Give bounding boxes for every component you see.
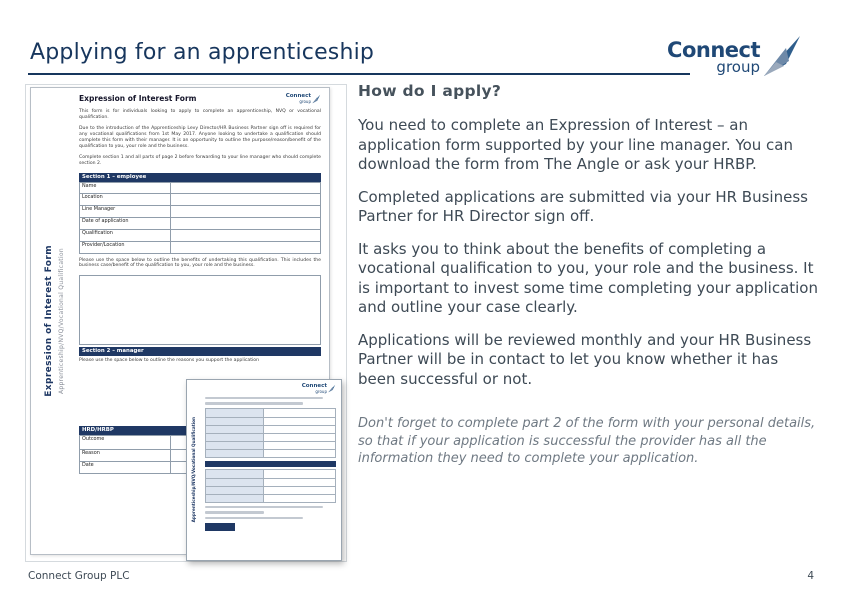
form2-sidebar-text: Apprenticeship/NVQ/Vocational Qualification: [191, 417, 196, 523]
field-label: Reason: [80, 450, 171, 461]
form1-logo-subname: group: [299, 98, 311, 104]
field-value-cell: [171, 230, 320, 241]
form1-hrd-bar: HRD/HRBP: [79, 426, 321, 435]
form-preview-panel: [25, 84, 347, 562]
field-label: Name: [80, 183, 171, 193]
form1-section2-bar: Section 2 – manager: [79, 347, 321, 356]
logo-name: Connect: [667, 38, 760, 62]
table-row: [79, 242, 321, 254]
form2-textline: [205, 511, 264, 514]
form2-secondary-table: [205, 469, 336, 503]
page-title: Applying for an apprenticeship: [30, 40, 375, 65]
footer-company-name: Connect Group PLC: [28, 570, 130, 582]
form2-footer-block: [205, 523, 235, 531]
table-row: [79, 218, 321, 230]
form2-body: [200, 380, 341, 560]
field-value-cell: [171, 242, 320, 253]
page-number: 4: [807, 570, 814, 582]
slide-body-content: [358, 82, 818, 468]
body-paragraph: Applications will be reviewed monthly and your HR Business Partner will be in contact to let you know whether it has been successful or not.: [358, 330, 812, 388]
field-label: Date of application: [80, 218, 171, 229]
field-label: Date: [80, 462, 171, 473]
form1-header: [79, 94, 321, 104]
form2-section-bar: [205, 461, 336, 467]
logo-arrow-icon: [762, 34, 804, 82]
form1-benefits-textbox: [79, 275, 321, 345]
body-paragraph: It asks you to think about the benefits of completing a vocational qualification to you, your role and the business. It is important to invest some time completing your application and outline your case clearly.: [358, 239, 818, 316]
field-value-cell: [171, 206, 320, 217]
form1-logo-name: Connect: [285, 93, 311, 99]
form1-sidebar-subtitle: Apprenticeship/NVQ/Vocational Qualification: [57, 247, 65, 395]
table-row: [79, 194, 321, 206]
form1-section2-note: Please use the space below to outline the reasons you support the application: [79, 358, 260, 364]
form2-logo-name: Connect: [301, 383, 327, 389]
form2-textline: [205, 506, 323, 509]
table-row: [79, 206, 321, 218]
form1-fields-table: [79, 182, 321, 254]
form1-sidebar-title: Expression of Interest Form: [43, 245, 54, 397]
connect-group-logo: [667, 34, 804, 82]
form2-logo-arrow-icon: [328, 384, 336, 393]
field-label: Provider/Location: [80, 242, 171, 253]
section-heading: How do I apply?: [358, 82, 502, 100]
title-underline: [28, 73, 690, 75]
field-value-cell: [171, 218, 320, 229]
field-label: Outcome: [80, 436, 171, 449]
field-label: Qualification: [80, 230, 171, 241]
form1-section1-bar: Section 1 – employee: [79, 173, 321, 182]
form1-intro-paragraph: Complete section 1 and all parts of page 2 before forwarding to your line manager who should complete section 2.: [79, 155, 321, 166]
table-row: [79, 182, 321, 194]
form1-connect-logo: [286, 94, 321, 104]
form2-header: [205, 384, 336, 394]
field-label: Line Manager: [80, 206, 171, 217]
logo-text: [667, 40, 760, 75]
field-value-cell: [171, 183, 320, 193]
form2-textline: [205, 397, 323, 400]
form2-logo-subname: group: [315, 388, 327, 394]
reminder-note: Don't forget to complete part 2 of the form with your personal details, so that if your application is successful the provider has all the information they need to complete your application.: [358, 416, 816, 466]
form2-connect-logo: [302, 384, 336, 394]
field-value-cell: [171, 194, 320, 205]
body-paragraph: You need to complete an Expression of Interest – an application form supported by your line manager. You can download the form from The Angle or ask your HRBP.: [358, 116, 794, 173]
field-label: Location: [80, 194, 171, 205]
form1-title: Expression of Interest Form: [79, 94, 197, 103]
body-paragraph: Completed applications are submitted via your HR Business Partner for HR Director sign off.: [358, 187, 808, 225]
form1-logo-arrow-icon: [312, 94, 321, 104]
form1-benefits-note: Please use the space below to outline the benefits of undertaking this qualification. This includes the business case/benefit of the qualification to you, your role and the business.: [79, 257, 321, 269]
table-row: [79, 230, 321, 242]
form1-sidebar: [31, 88, 77, 554]
form1-intro-paragraph: Due to the introduction of the Apprenticeship Levy Director/HR Business Partner sign off is required for any vocational qualifications from 1st May 2017. Anyone looking to undertake a qualification should complete this form with their manager. It is an opportunity to outline the purpose/reason/benefit of the qualification to you, your role and the business.: [79, 126, 321, 149]
form2-sidebar: [187, 380, 200, 560]
logo-subname: group: [716, 58, 760, 76]
expression-of-interest-form-page2: [186, 379, 342, 561]
form1-intro-paragraph: This form is for individuals looking to apply to complete an apprenticeship, NVQ or vocational qualification.: [79, 109, 321, 120]
form2-textline: [205, 517, 303, 520]
form2-textline: [205, 402, 303, 405]
form2-details-table: [205, 408, 336, 458]
